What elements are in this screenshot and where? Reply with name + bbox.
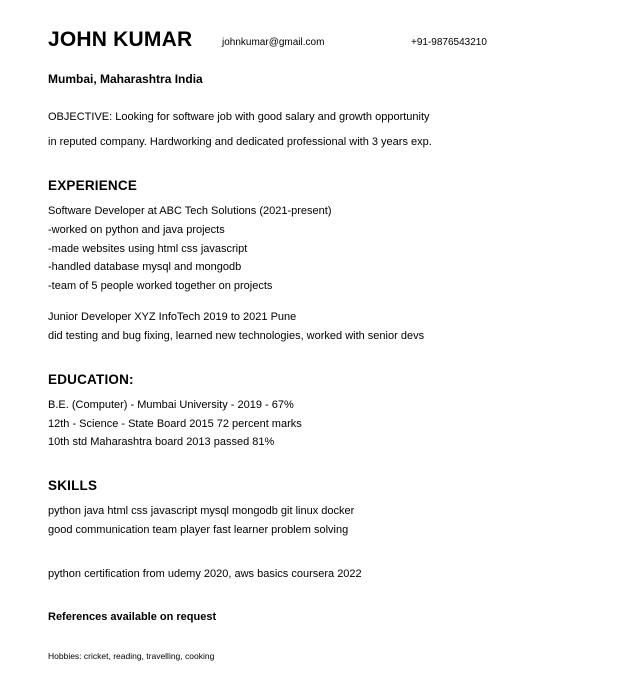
education-line: 10th std Maharashtra board 2013 passed 81%	[48, 436, 275, 448]
skills-heading: SKILLS	[48, 478, 98, 493]
experience-line: -team of 5 people worked together on projects	[48, 280, 273, 292]
skills-line: good communication team player fast learner problem solving	[48, 524, 349, 536]
education-line: B.E. (Computer) - Mumbai University - 2019 - 67%	[48, 399, 294, 411]
hobbies-line: Hobbies: cricket, reading, travelling, cooking	[48, 651, 215, 661]
experience-line: -made websites using html css javascript	[48, 243, 248, 255]
experience-line: -worked on python and java projects	[48, 224, 225, 236]
phone-number: +91-9876543210	[411, 37, 487, 48]
email-address: johnkumar@gmail.com	[222, 37, 325, 48]
experience-line: -handled database mysql and mongodb	[48, 261, 242, 273]
education-heading: EDUCATION:	[48, 372, 134, 387]
objective-line: OBJECTIVE: Looking for software job with good salary and growth opportunity	[48, 111, 430, 123]
experience-line: Junior Developer XYZ InfoTech 2019 to 2021 Pune	[48, 311, 297, 323]
objective-line: in reputed company. Hardworking and dedicated professional with 3 years exp.	[48, 136, 432, 148]
education-line: 12th - Science - State Board 2015 72 percent marks	[48, 418, 302, 430]
skills-line: python java html css javascript mysql mongodb git linux docker	[48, 505, 355, 517]
experience-heading: EXPERIENCE	[48, 178, 138, 193]
experience-line: Software Developer at ABC Tech Solutions (2021-present)	[48, 205, 332, 217]
references-note: References available on request	[48, 611, 217, 623]
candidate-name: JOHN KUMAR	[48, 28, 193, 51]
experience-line: did testing and bug fixing, learned new technologies, worked with senior devs	[48, 330, 425, 342]
certifications-line: python certification from udemy 2020, aws basics coursera 2022	[48, 568, 362, 580]
location: Mumbai, Maharashtra India	[48, 72, 203, 86]
